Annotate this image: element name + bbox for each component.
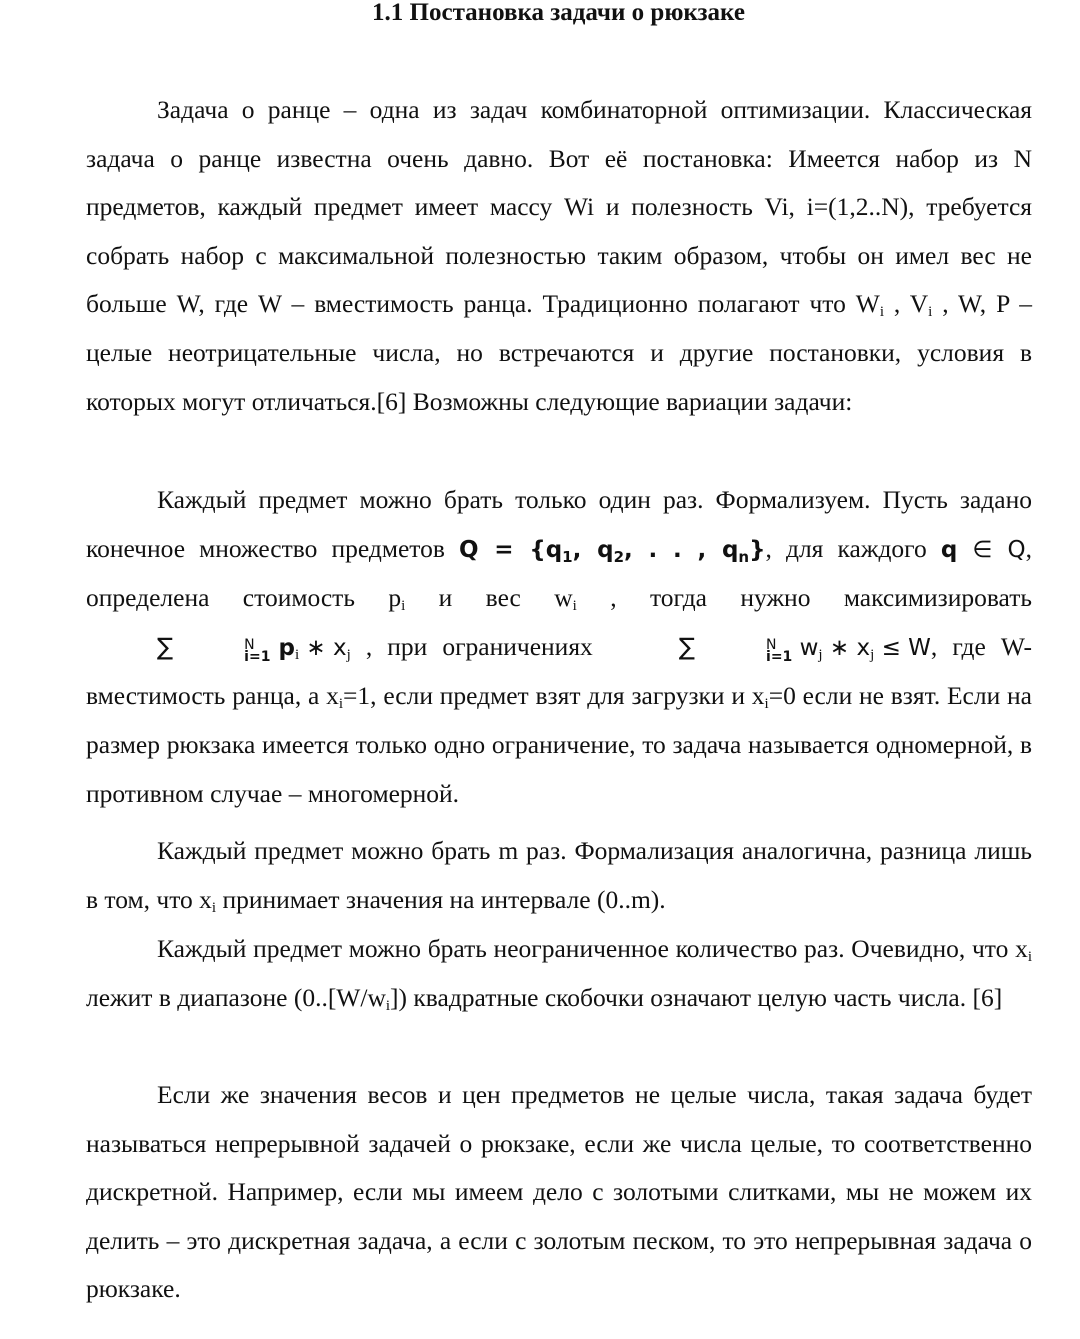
intro-text-end: , W, P – целые неотрицательные числа, но встречаются и другие постановки, условия в которых могут отличаться.[6] Возможны следующие вариации задачи: [86, 289, 1032, 416]
formula-constraint [608, 623, 931, 673]
formula-part: } [749, 536, 766, 563]
variant-text: , для каждого [765, 533, 941, 563]
subscript: i [338, 696, 344, 713]
formula-part: p [270, 634, 295, 661]
subscript: i [385, 997, 391, 1014]
formula-part: w [792, 634, 819, 661]
variant-text: ]) квадратные скобочки означают целую часть числа. [6] [390, 982, 1003, 1012]
formula-part: , q [572, 536, 614, 563]
formula-in-q: ∈ Q [957, 536, 1026, 563]
subscript: i [879, 304, 884, 321]
formula-part: ∗ x [299, 634, 347, 661]
section-title: 1.1 Постановка задачи о рюкзаке [372, 0, 745, 26]
variant-text: Каждый предмет можно брать неограниченное количество раз. Очевидно, что x [157, 934, 1028, 963]
formula-objective [86, 623, 351, 673]
intro-text-mid: , V [883, 289, 929, 319]
subscript: i [1027, 949, 1032, 965]
subscript: 1 [562, 547, 573, 566]
variant-text: =1, если предмет взят для загрузки и x [343, 681, 765, 711]
variant-text: , где W-вместимость ранца, а x [86, 631, 1032, 711]
sum-limits [695, 636, 793, 665]
paragraph-continuous: Если же значения весов и цен предметов не целые числа, такая задача будет называться непрерывной задачей о рюкзаке, если же числа целые, то соответственно дискретной. Например, если мы имеем дело с золотыми слитками, мы не можем их делить – это дискретная задача, а если с золотым песком, то это непрерывная задача о рюкзаке. [86, 1080, 1032, 1304]
variant-text: Каждый предмет можно брать только один раз. Формализуем. Пусть задано конечное множество предметов [86, 485, 1032, 563]
variant-text: лежит в диапазоне (0..[W/w [86, 982, 386, 1012]
paragraph-variant-01 [86, 476, 1032, 818]
sum-lower: i=1 [766, 648, 793, 665]
subscript: 2 [613, 547, 624, 566]
paragraph-variant-02 [86, 827, 1032, 924]
sum-sign: ∑ [157, 632, 174, 661]
formula-q: q [940, 536, 958, 563]
variant-text: , при ограничениях [350, 631, 608, 661]
variant-text: , тогда нужно максимизировать [576, 583, 1032, 613]
sum-sign: ∑ [678, 632, 696, 661]
paragraph-variant-03 [86, 925, 1032, 1022]
subscript: i [294, 646, 300, 663]
formula-set-q [459, 536, 766, 566]
intro-text: Задача о ранце – одна из задач комбинаторной оптимизации. Классическая задача о ранце известна очень давно. Вот её постановка: Имеется набор из N предметов, каждый предмет имеет массу Wi и полезность Vi, i=(1,2..N), требуется собрать набор с максимальной полезностью таким образом, чтобы он имел вес не больше W, где W – вместимость ранца. Традиционно полагают что W [86, 95, 1032, 319]
subscript: i [401, 598, 406, 615]
variant-text: =0 если не взят. Если на размер рюкзака имеется только одно ограничение, то задача называется одномерной, в противном случае – многомерной. [86, 681, 1032, 808]
sum-upper: N [766, 636, 777, 653]
variant-text: , определена стоимость p [86, 533, 1032, 613]
sum-limits [173, 636, 271, 665]
subscript: i [764, 696, 769, 713]
subscript: j [870, 646, 875, 663]
subscript: j [818, 646, 823, 663]
subscript: j [346, 646, 351, 663]
formula-part: ≤ W [874, 634, 931, 661]
sum-lower: i=1 [244, 648, 271, 665]
subscript: n [738, 547, 750, 566]
variant-text: и вес w [405, 583, 573, 613]
variant-text: принимает значения на интервале (0..m). [216, 884, 666, 914]
subscript: i [572, 598, 577, 615]
paragraph-intro [86, 86, 1032, 426]
formula-part: ∗ x [822, 634, 871, 661]
variant-text: Каждый предмет можно брать m раз. Формализация аналогична, разница лишь в том, что x [86, 836, 1032, 914]
sum-upper: N [244, 636, 255, 653]
subscript: i [211, 899, 217, 916]
subscript: i [928, 304, 933, 321]
formula-part: Q = {q [459, 536, 563, 563]
formula-part: , . . , q [624, 536, 739, 563]
